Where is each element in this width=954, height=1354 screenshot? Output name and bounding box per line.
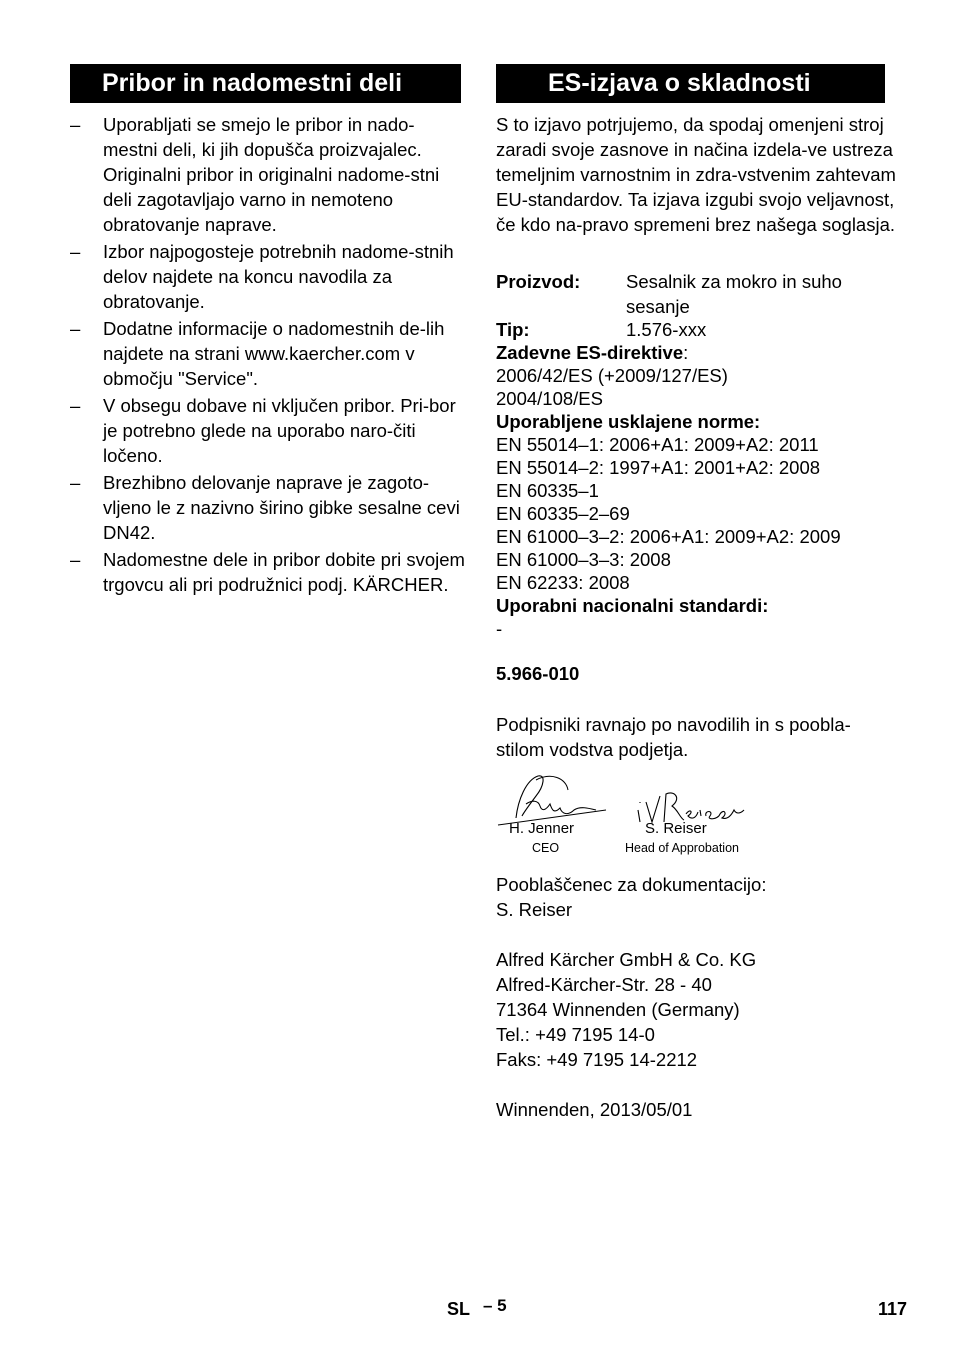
- norm-item: EN 55014–1: 2006+A1: 2009+A2: 2011: [496, 434, 819, 455]
- norm-item: EN 60335–2–69: [496, 503, 630, 524]
- address-line: Alfred Kärcher GmbH & Co. KG: [496, 949, 757, 970]
- dash-bullet: –: [70, 318, 81, 339]
- list-item: – Izbor najpogosteje potrebnih nadome-stnih delov najdete na koncu navodila za obratovanje.: [70, 241, 454, 312]
- national-standards-value: -: [496, 618, 503, 639]
- list-item: – Dodatne informacije o nadomestnih de-lih najdete na strani www.kaercher.com v območju "Service".: [70, 318, 445, 389]
- norms-heading: Uporabljene usklajene norme:: [496, 411, 761, 432]
- directive-item: 2004/108/ES: [496, 388, 603, 409]
- section-heading-accessories: Pribor in nadomestni deli: [70, 64, 461, 103]
- address-line: Alfred-Kärcher-Str. 28 - 40: [496, 974, 712, 995]
- dash-bullet: –: [70, 241, 81, 262]
- product-label: Proizvod:: [496, 271, 581, 292]
- footer-section: – 5: [483, 1296, 507, 1315]
- section-heading-declaration: ES-izjava o skladnosti: [496, 64, 885, 103]
- company-address: [496, 947, 896, 1072]
- type-row: [496, 318, 896, 341]
- dash-bullet: –: [70, 472, 81, 493]
- signature-block: [496, 770, 796, 860]
- address-line: 71364 Winnenden (Germany): [496, 999, 740, 1020]
- type-value: 1.576-xxx: [626, 319, 707, 340]
- product-row: [496, 270, 896, 318]
- signer2-title: Head of Approbation: [625, 841, 739, 855]
- type-label: Tip:: [496, 319, 530, 340]
- directive-item: 2006/42/ES (+2009/127/ES): [496, 365, 728, 386]
- norm-item: EN 62233: 2008: [496, 572, 630, 593]
- norm-item: EN 61000–3–3: 2008: [496, 549, 671, 570]
- dash-bullet: –: [70, 395, 81, 416]
- place-date: Winnenden, 2013/05/01: [496, 1099, 693, 1120]
- documentation-name: S. Reiser: [496, 899, 573, 920]
- norm-item: EN 60335–1: [496, 480, 599, 501]
- documentation-label: Pooblaščenec za dokumentacijo:: [496, 874, 767, 895]
- accessories-list: [70, 112, 465, 599]
- footer-language: SL: [447, 1299, 471, 1319]
- dash-bullet: –: [70, 114, 81, 135]
- signer2-name: S. Reiser: [645, 820, 707, 837]
- list-item: – V obsegu dobave ni vključen pribor. Pri-bor je potrebno glede na uporabo naro-čiti ločeno.: [70, 395, 456, 466]
- address-line: Faks: +49 7195 14-2212: [496, 1049, 698, 1070]
- product-value: Sesalnik za mokro in suho sesanje: [626, 271, 842, 317]
- norm-item: EN 61000–3–2: 2006+A1: 2009+A2: 2009: [496, 526, 841, 547]
- address-line: Tel.: +49 7195 14-0: [496, 1024, 655, 1045]
- signer1-name: H. Jenner: [509, 820, 575, 837]
- declaration-intro: S to izjavo potrjujemo, da spodaj omenjeni stroj zaradi svoje zasnove in načina izdela-ve ustreza temeljnim varnostnim in zdra-vstvenim zahtevam EU-standardov. Ta izjava izgubi svojo veljavnost, če kdo na-pravo spremeni brez našega soglasja.: [496, 114, 896, 235]
- page-number: 117: [878, 1299, 908, 1319]
- signatories-text: Podpisniki ravnajo po navodilih in s poobla-stilom vodstva podjetja.: [496, 714, 851, 760]
- documentation-block: [496, 872, 896, 922]
- list-item: – Uporabljati se smejo le pribor in nado-mestni deli, ki jih dopušča proizvajalec. Originalni pribor in originalni nadome-stni deli zagotavljajo varno in nemoteno obratovanje naprave.: [70, 114, 440, 235]
- list-item: – Nadomestne dele in pribor dobite pri svojem trgovcu ali pri podružnici podj. KÄRCHER.: [70, 549, 465, 595]
- national-standards-heading: Uporabni nacionalni standardi:: [496, 595, 769, 616]
- dash-bullet: –: [70, 549, 81, 570]
- document-number: 5.966-010: [496, 663, 580, 684]
- signer1-title: CEO: [532, 841, 560, 855]
- list-item: – Brezhibno delovanje naprave je zagoto-vljeno le z nazivno širino gibke sesalne cevi DN42.: [70, 472, 460, 543]
- directives-heading: Zadevne ES-direktive:: [496, 342, 689, 363]
- declaration-details: [496, 270, 896, 640]
- norm-item: EN 55014–2: 1997+A1: 2001+A2: 2008: [496, 457, 821, 478]
